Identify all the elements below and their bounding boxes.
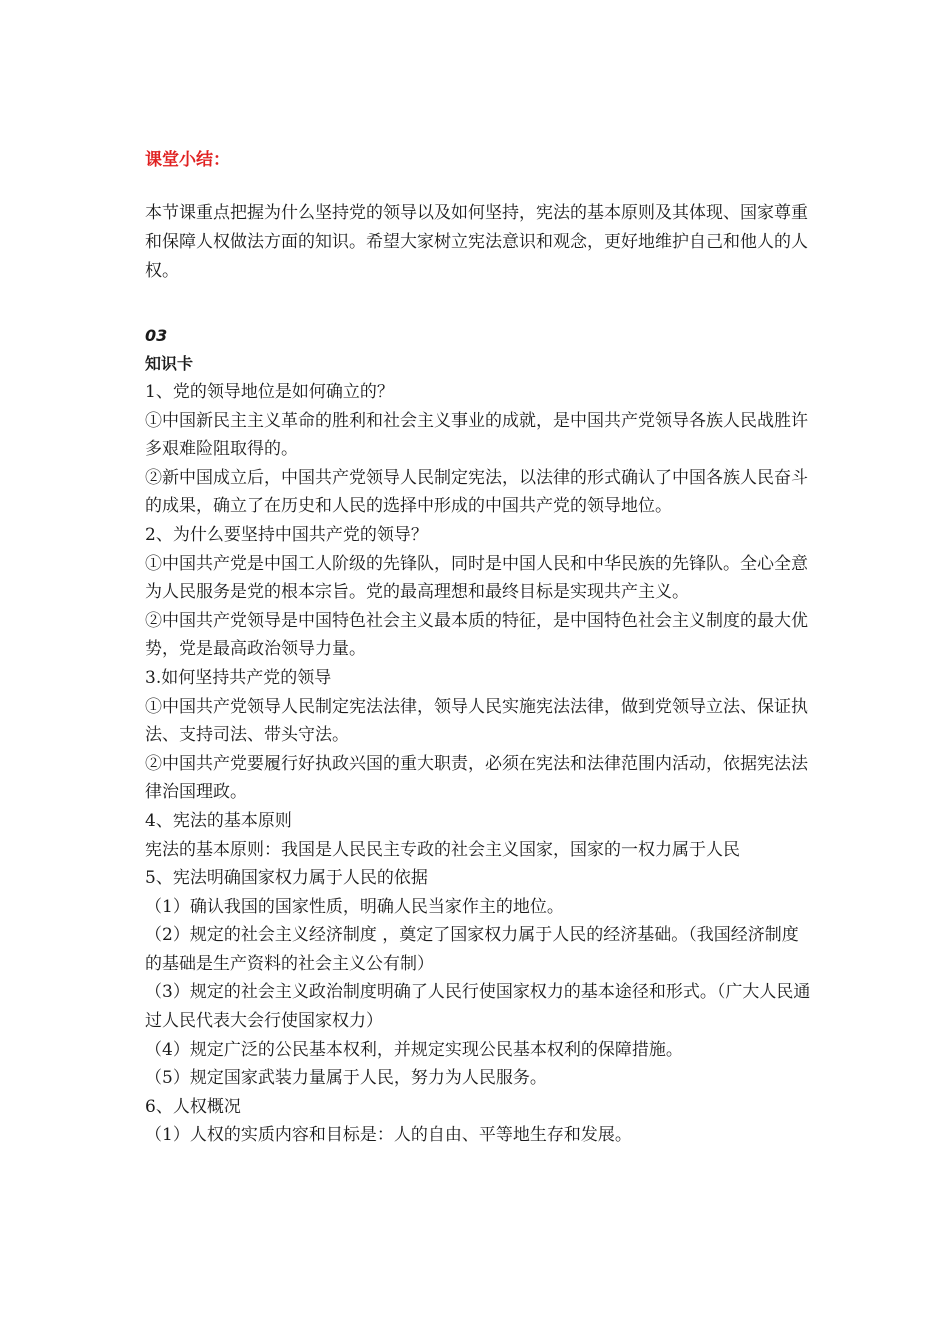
- q2-heading: 2、为什么要坚持中国共产党的领导？: [145, 524, 428, 545]
- section-title: 知识卡: [145, 354, 194, 373]
- q2-point-1: ①中国共产党是中国工人阶级的先锋队，同时是中国人民和中华民族的先锋队。全心全意为人民服务是党的根本宗旨。党的最高理想和最终目标是实现共产主义。: [145, 553, 808, 603]
- q5-point-3: （3）规定的社会主义政治制度明确了人民行使国家权力的基本途径和形式。（广大人民通过人民代表大会行使国家权力）: [145, 982, 811, 1032]
- q5-point-2: （2）规定的社会主义经济制度 ，奠定了国家权力属于人民的经济基础。（我国经济制度的基础是生产资料的社会主义公有制）: [145, 925, 799, 974]
- section-number: 03: [145, 326, 168, 345]
- q6-point-1: （1）人权的实质内容和目标是：人的自由、平等地生存和发展。: [145, 1125, 632, 1146]
- q5-point-1: （1）确认我国的国家性质，明确人民当家作主的地位。: [145, 896, 564, 917]
- summary-title: 课堂小结：: [145, 150, 230, 170]
- q2-point-2: ②中国共产党领导是中国特色社会主义最本质的特征，是中国特色社会主义制度的最大优势，党是最高政治领导力量。: [145, 610, 808, 660]
- q6-heading: 6、人权概况: [145, 1096, 241, 1117]
- q5-heading: 5、宪法明确国家权力属于人民的依据: [145, 868, 428, 889]
- q3-point-1: ①中国共产党领导人民制定宪法法律，领导人民实施宪法法律，做到党领导立法、保证执法、支持司法、带头守法。: [145, 696, 808, 746]
- q5-point-5: （5）规定国家武装力量属于人民，努力为人民服务。: [145, 1068, 547, 1089]
- q1-point-1: ①中国新民主主义革命的胜利和社会主义事业的成就，是中国共产党领导各族人民战胜许多艰难险阻取得的。: [145, 410, 808, 460]
- q3-point-2: ②中国共产党要履行好执政兴国的重大职责，必须在宪法和法律范围内活动，依据宪法法律治国理政。: [145, 753, 808, 803]
- q4-heading: 4、宪法的基本原则: [145, 810, 292, 831]
- q5-point-4: （4）规定广泛的公民基本权利，并规定实现公民基本权利的保障措施。: [145, 1039, 683, 1060]
- document-page: [145, 146, 815, 1150]
- q4-point-1: 宪法的基本原则：我国是人民民主专政的社会主义国家，国家的一权力属于人民: [145, 839, 740, 860]
- q3-heading: 3.如何坚持共产党的领导: [145, 667, 332, 688]
- summary-paragraph: 本节课重点把握为什么坚持党的领导以及如何坚持，宪法的基本原则及其体现、国家尊重和保障人权做法方面的知识。希望大家树立宪法意识和观念，更好地维护自己和他人的人权。: [145, 203, 808, 281]
- q1-heading: 1、党的领导地位是如何确立的？: [145, 382, 394, 402]
- q1-point-2: ②新中国成立后，中国共产党领导人民制定宪法，以法律的形式确认了中国各族人民奋斗的成果，确立了在历史和人民的选择中形成的中国共产党的领导地位。: [145, 467, 808, 517]
